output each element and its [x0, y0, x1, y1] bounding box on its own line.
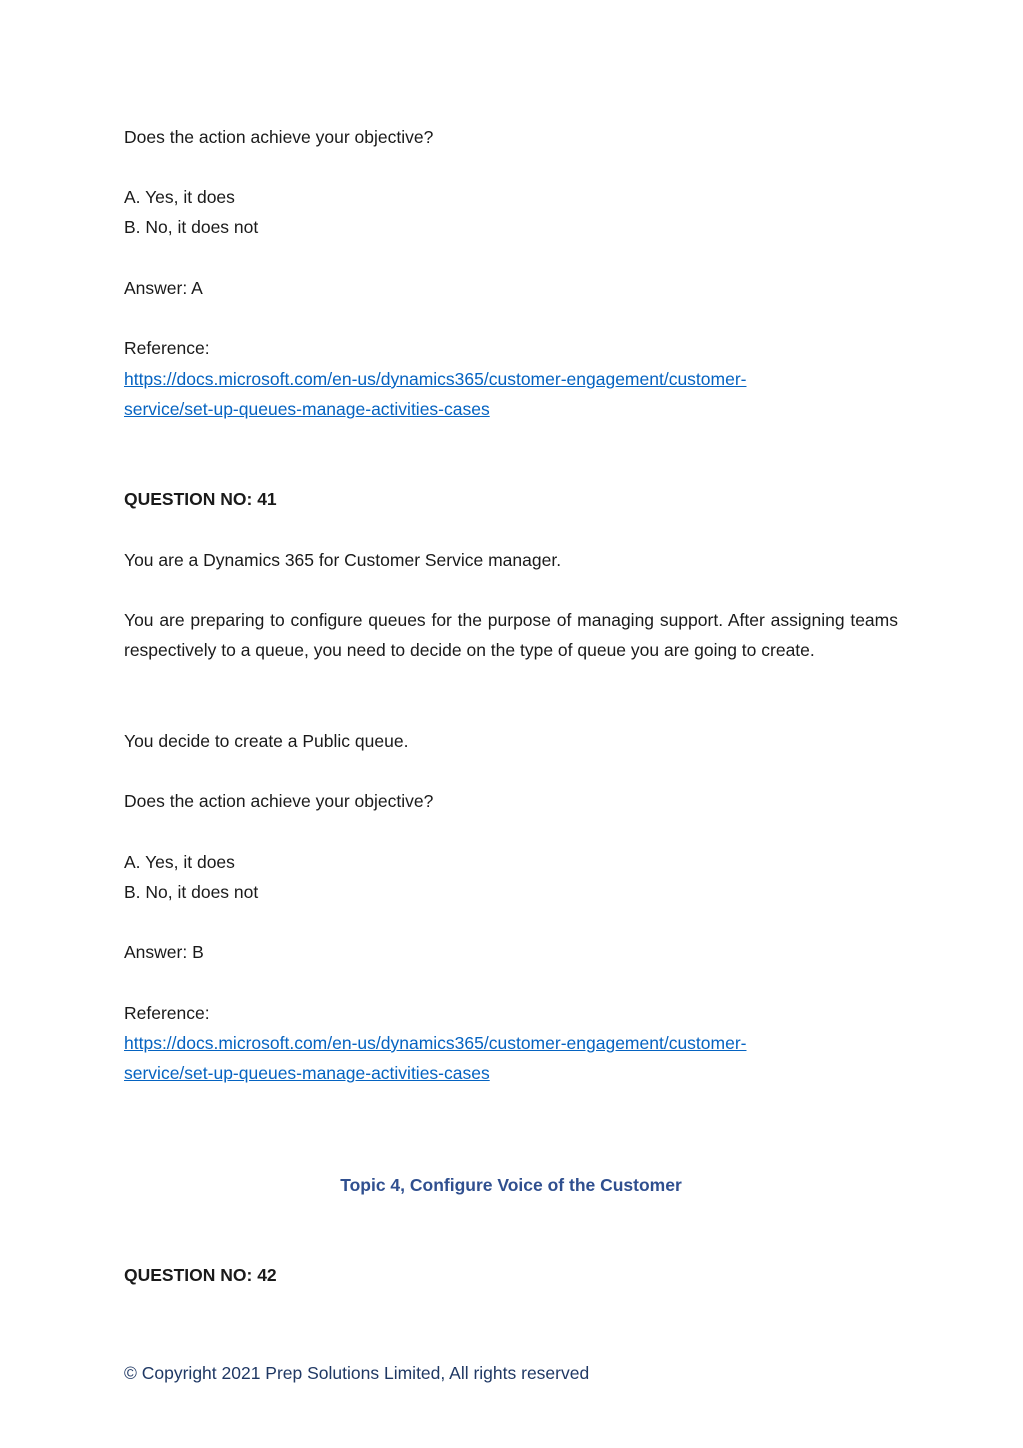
topic-heading: Topic 4, Configure Voice of the Customer: [340, 1175, 682, 1195]
reference-label: Reference:: [124, 1003, 210, 1023]
question-heading: QUESTION NO: 41: [124, 489, 277, 509]
option-a: A. Yes, it does: [124, 187, 235, 207]
reference-link-line-1[interactable]: https://docs.microsoft.com/en-us/dynamics365/customer-engagement/customer-: [124, 1033, 747, 1053]
reference-link[interactable]: [124, 1028, 844, 1089]
question-prompt: Does the action achieve your objective?: [124, 127, 434, 147]
question-scenario: You are preparing to configure queues for the purpose of managing support. After assigning teams respectively to a queue, you need to decide on the type of queue you are going to create.: [124, 610, 898, 661]
reference-link-line-2[interactable]: service/set-up-queues-manage-activities-cases: [124, 1063, 490, 1084]
question-action: You decide to create a Public queue.: [124, 731, 409, 751]
answer-text: Answer: A: [124, 278, 203, 298]
question-heading: QUESTION NO: 42: [124, 1265, 277, 1285]
answer-text: Answer: B: [124, 942, 204, 962]
reference-link-line-1[interactable]: https://docs.microsoft.com/en-us/dynamics365/customer-engagement/customer-: [124, 369, 747, 389]
reference-link-line-2[interactable]: service/set-up-queues-manage-activities-cases: [124, 399, 490, 420]
document-page: [124, 0, 898, 1448]
reference-link[interactable]: [124, 364, 844, 425]
option-a: A. Yes, it does: [124, 852, 235, 872]
reference-label: Reference:: [124, 338, 210, 358]
option-b: B. No, it does not: [124, 882, 259, 902]
question-intro: You are a Dynamics 365 for Customer Service manager.: [124, 550, 562, 570]
option-b: B. No, it does not: [124, 217, 259, 237]
question-prompt: Does the action achieve your objective?: [124, 791, 434, 811]
copyright-footer: © Copyright 2021 Prep Solutions Limited, All rights reserved: [124, 1363, 590, 1383]
